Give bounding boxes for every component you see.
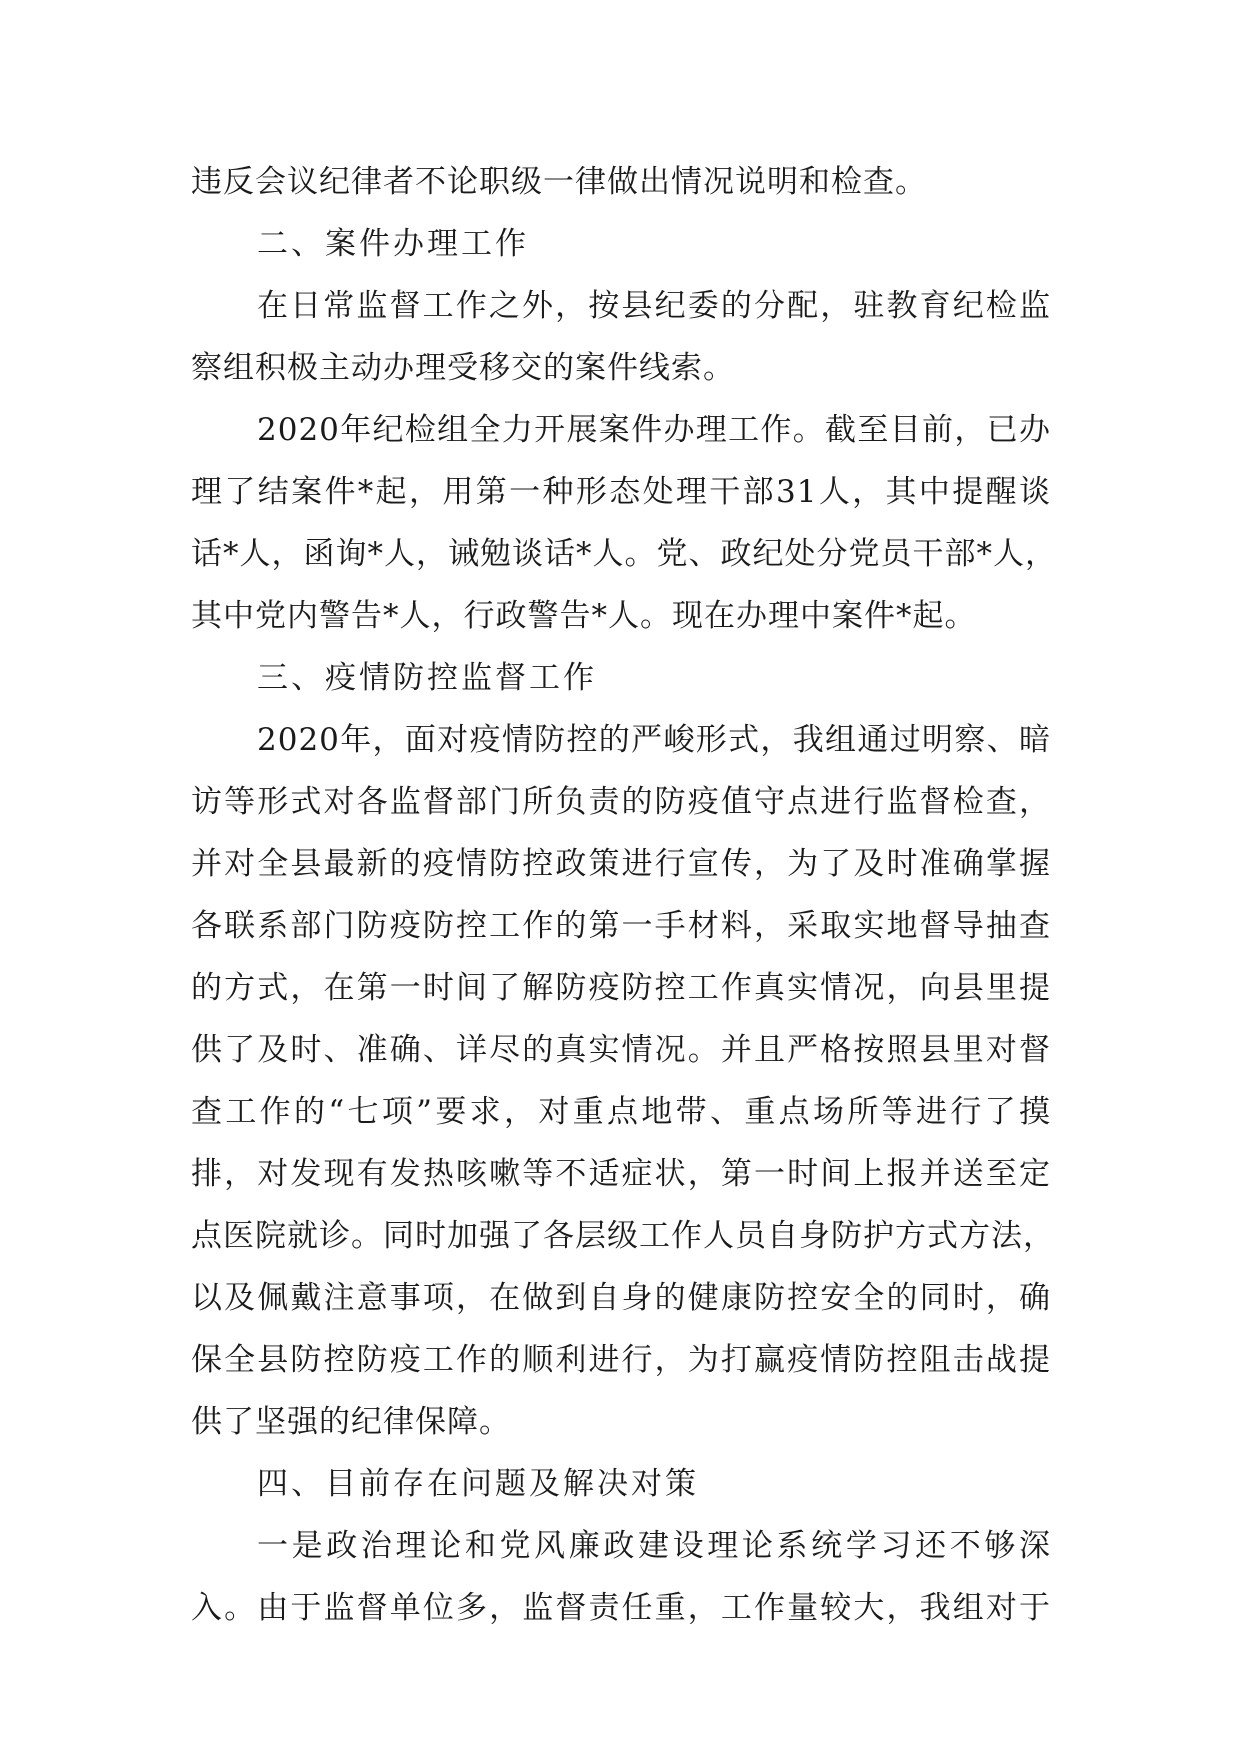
paragraph-line: 入。由于监督单位多，监督责任重，工作量较大，我组对于	[191, 1590, 1051, 1626]
paragraph-line: 话*人，函询*人，诫勉谈话*人。党、政纪处分党员干部*人，	[191, 536, 1057, 572]
paragraph-line: 供了坚强的纪律保障。	[191, 1404, 511, 1440]
paragraph-line: 其中党内警告*人，行政警告*人。现在办理中案件*起。	[191, 598, 977, 634]
paragraph-line: 各联系部门防疫防控工作的第一手材料，采取实地督导抽查	[191, 908, 1051, 944]
paragraph-line: 以及佩戴注意事项，在做到自身的健康防控安全的同时，确	[191, 1280, 1051, 1316]
section-heading: 二、案件办理工作	[257, 226, 529, 262]
paragraph-line: 违反会议纪律者不论职级一律做出情况说明和检查。	[191, 164, 927, 200]
paragraph-line: 访等形式对各监督部门所负责的防疫值守点进行监督检查，	[191, 784, 1051, 820]
paragraph-line: 点医院就诊。同时加强了各层级工作人员自身防护方式方法，	[191, 1218, 1055, 1254]
section-heading: 四、目前存在问题及解决对策	[257, 1466, 699, 1502]
document-body	[191, 151, 1057, 1639]
paragraph-line: 的方式，在第一时间了解防疫防控工作真实情况，向县里提	[191, 970, 1051, 1006]
section-heading: 三、疫情防控监督工作	[257, 660, 597, 696]
paragraph-line: 查工作的“七项”要求，对重点地带、重点场所等进行了摸	[191, 1094, 1051, 1130]
paragraph-line: 察组积极主动办理受移交的案件线索。	[191, 350, 735, 386]
paragraph-line: 排，对发现有发热咳嗽等不适症状，第一时间上报并送至定	[191, 1156, 1051, 1192]
paragraph-line: 供了及时、准确、详尽的真实情况。并且严格按照县里对督	[191, 1032, 1051, 1068]
paragraph-line: 2020年，面对疫情防控的严峻形式，我组通过明察、暗	[257, 722, 1051, 758]
paragraph-line: 2020年纪检组全力开展案件办理工作。截至目前，已办	[257, 412, 1051, 448]
paragraph-line: 理了结案件*起，用第一种形态处理干部31人，其中提醒谈	[191, 474, 1051, 510]
paragraph-line: 保全县防控防疫工作的顺利进行，为打赢疫情防控阻击战提	[191, 1342, 1051, 1378]
paragraph-line: 并对全县最新的疫情防控政策进行宣传，为了及时准确掌握	[191, 846, 1051, 882]
paragraph-line: 在日常监督工作之外，按县纪委的分配，驻教育纪检监	[257, 288, 1051, 324]
paragraph-line: 一是政治理论和党风廉政建设理论系统学习还不够深	[257, 1528, 1051, 1564]
